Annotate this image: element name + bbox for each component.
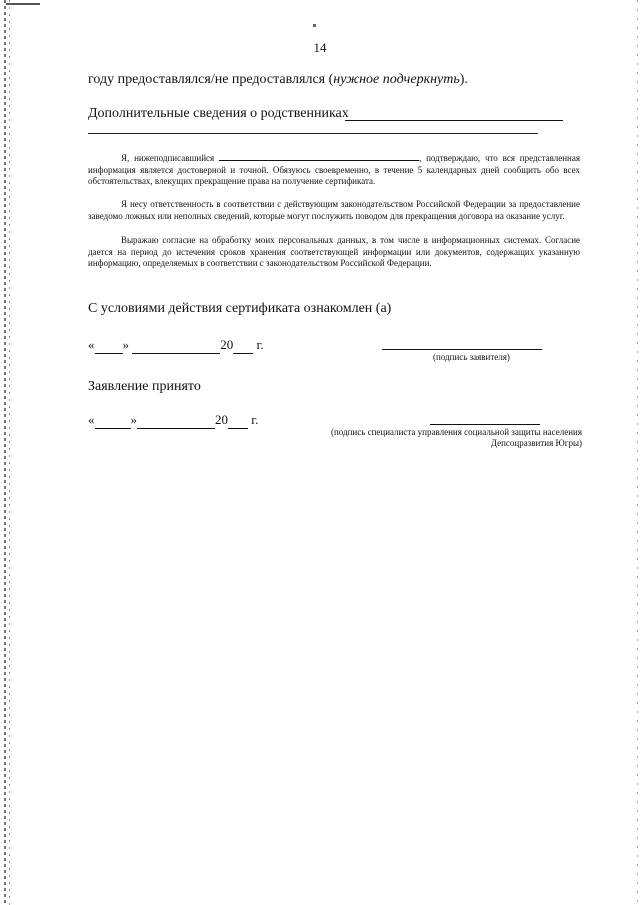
relatives-field-line[interactable]: [345, 120, 563, 121]
applicant-signature-line[interactable]: [382, 349, 542, 350]
declaration-paragraph-2: [88, 199, 580, 222]
month-field[interactable]: [132, 337, 220, 354]
provided-line-prefix: году предоставлялся/не предоставлялся (: [88, 72, 334, 87]
underline-instruction: нужное подчеркнуть: [333, 72, 460, 87]
accepted-heading: Заявление принято: [88, 379, 201, 394]
scan-edge-right: [637, 0, 638, 905]
declaration-paragraph-1: [88, 152, 580, 188]
applicant-signature-caption: (подпись заявителя): [433, 352, 510, 362]
declaration-p1-end: , подтверждаю, что вся представленная информация является достоверной и точной. Обязуюсь своевременно, в течение 5 календарных дней сообщить обо всех обстоятельствах, влекущих прекращение права на получение сертификата.: [88, 153, 580, 186]
year-suffix: г.: [256, 337, 264, 352]
declaration-p3-text: Выражаю согласие на обработку моих персональных данных, в том числе в информационных системах. Согласие дается на период до истечения сроков хранения соответствующей информации или документов, содержащих указанную информацию, определяемых в соответствии с законодательством Российской Федерации.: [88, 235, 580, 268]
specialist-signature-line[interactable]: [430, 424, 540, 425]
declaration-paragraph-3: [88, 235, 580, 270]
date-open-quote: «: [88, 337, 95, 352]
year-field[interactable]: [228, 412, 248, 429]
specialist-signature-caption: (подпись специалиста управления социальной защиты населения Депсоцразвития Югры): [330, 427, 582, 448]
year-prefix: 20: [215, 412, 228, 427]
conditions-heading: С условиями действия сертификата ознакомлен (а): [88, 301, 392, 316]
relatives-label: Дополнительные сведения о родственниках: [88, 106, 349, 121]
declaration-p2-text: Я несу ответственность в соответствии с действующим законодательством Российской Федерации за предоставление заведомо ложных или неполных сведений, которые могут послужить поводом для прекращения договора на оказание услуг.: [88, 199, 580, 221]
scan-edge-left-inner: [9, 0, 10, 905]
scan-speck: [313, 24, 316, 27]
scan-edge-left: [4, 0, 6, 905]
provided-line-suffix: ).: [459, 72, 468, 87]
year-prefix: 20: [220, 337, 234, 352]
declaration-p1-start: Я, нижеподписавшийся: [121, 153, 215, 163]
signer-name-field[interactable]: [219, 152, 419, 161]
date-close-quote: »: [130, 412, 137, 427]
conditions-date: [88, 337, 264, 354]
year-field[interactable]: [233, 337, 253, 354]
month-field[interactable]: [137, 412, 215, 429]
page-number: 14: [313, 40, 327, 55]
acceptance-date: [88, 412, 258, 429]
relatives-field-line-2[interactable]: [88, 133, 538, 134]
date-open-quote: «: [88, 412, 95, 427]
scan-mark-top: [6, 3, 40, 5]
day-field[interactable]: [95, 337, 123, 354]
year-suffix: г.: [251, 412, 259, 427]
provided-line: [88, 72, 468, 88]
date-close-quote: »: [122, 337, 129, 352]
day-field[interactable]: [95, 412, 131, 429]
